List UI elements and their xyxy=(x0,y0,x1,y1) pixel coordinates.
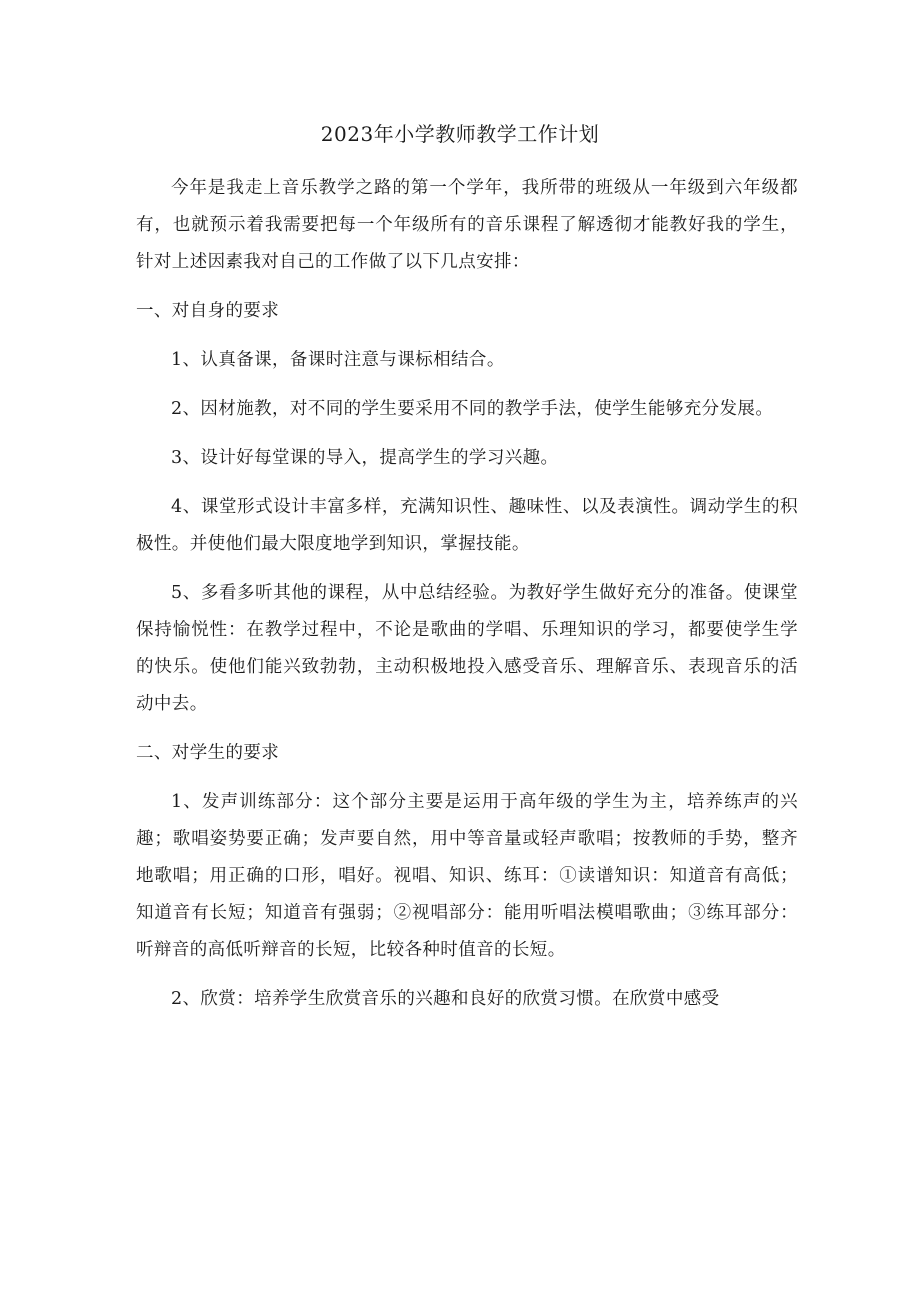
list-item: 3、设计好每堂课的导入，提高学生的学习兴趣。 xyxy=(171,448,559,468)
section-heading-self: 一、对自身的要求 xyxy=(136,301,280,321)
list-item: 2、欣赏：培养学生欣赏音乐的兴趣和良好的欣赏习惯。在欣赏中感受 xyxy=(171,989,720,1009)
list-item: 4、课堂形式设计丰富多样，充满知识性、趣味性、以及表演性。调动学生的积极性。并使他们最大限度地学到知识，掌握技能。 xyxy=(136,497,798,554)
document-body xyxy=(136,170,798,1030)
list-item: 1、认真备课，备课时注意与课标相结合。 xyxy=(171,350,505,370)
intro-paragraph: 今年是我走上音乐教学之路的第一个学年，我所带的班级从一年级到六年级都有，也就预示着我需要把每一个年级所有的音乐课程了解透彻才能教好我的学生，针对上述因素我对自己的工作做了以下几点安排： xyxy=(136,178,798,272)
document-title: 2023年小学教师教学工作计划 xyxy=(320,122,600,146)
list-item: 1、发声训练部分：这个部分主要是运用于高年级的学生为主，培养练声的兴趣；歌唱姿势要正确；发声要自然，用中等音量或轻声歌唱；按教师的手势，整齐地歌唱；用正确的口形，唱好。视唱、知识、练耳：①读谱知识：知道音有高低；知道音有长短；知道音有强弱；②视唱部分：能用听唱法模唱歌曲；③练耳部分：听辩音的高低听辩音的长短，比较各种时值音的长短。 xyxy=(136,792,798,960)
section-heading-students: 二、对学生的要求 xyxy=(136,743,280,763)
list-item: 5、多看多听其他的课程，从中总结经验。为教好学生做好充分的准备。使课堂保持愉悦性：在教学过程中，不论是歌曲的学唱、乐理知识的学习，都要使学生学的快乐。使他们能兴致勃勃，主动积极地投入感受音乐、理解音乐、表现音乐的活动中去。 xyxy=(136,583,798,714)
list-item: 2、因材施教，对不同的学生要采用不同的教学手法，使学生能够充分发展。 xyxy=(171,399,774,419)
